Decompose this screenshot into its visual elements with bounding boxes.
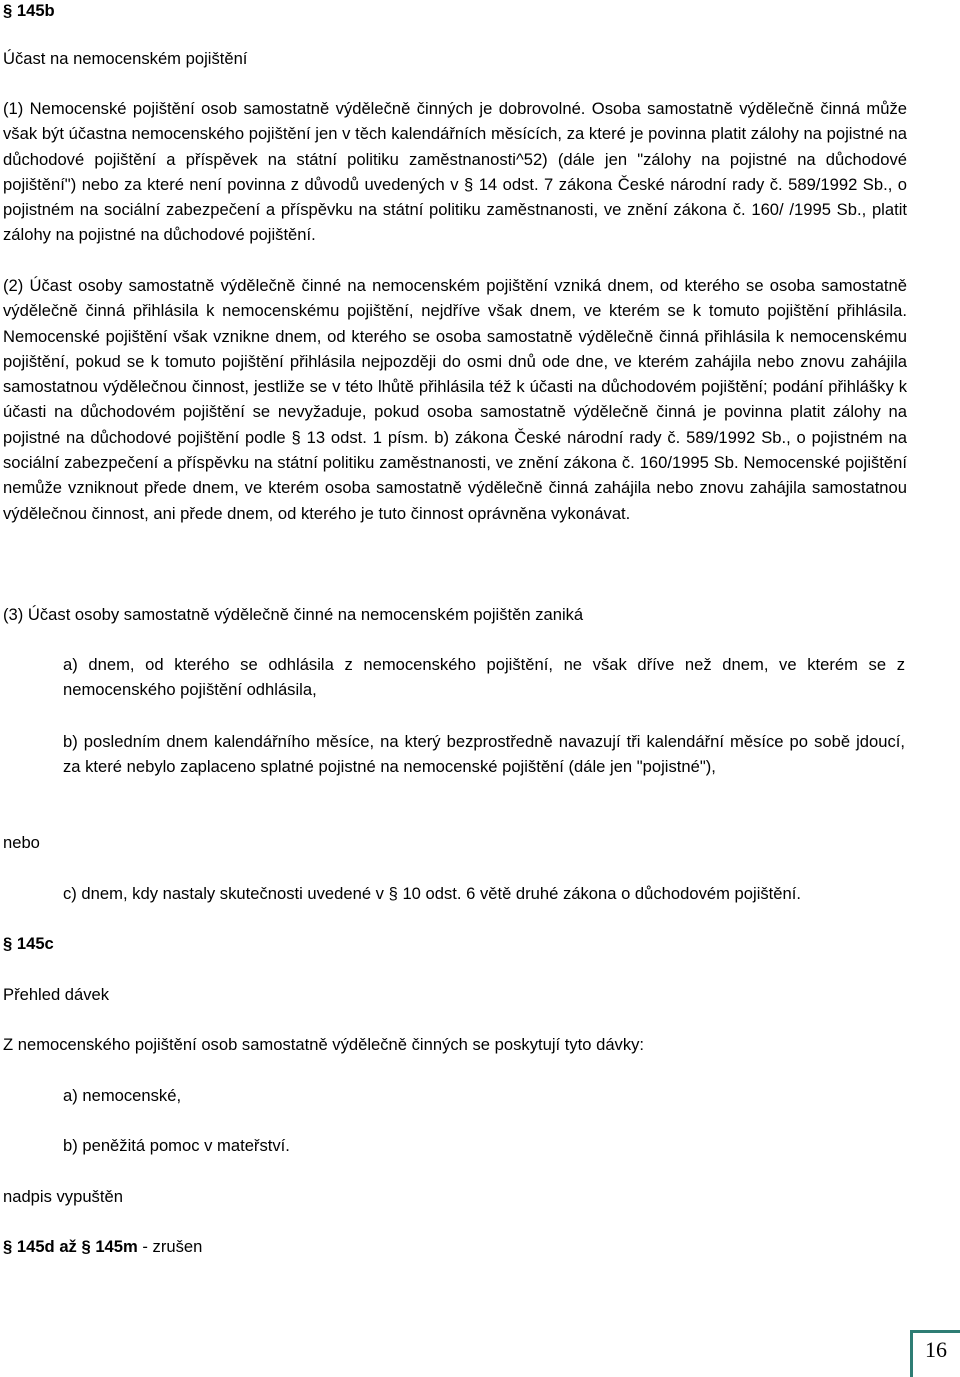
list-item-c-text: c) dnem, kdy nastaly skutečnosti uvedené v	[63, 884, 389, 903]
paragraph-2-text-cont: 13 odst. 1 písm. b) zákona České národní rady č. 589/1992 Sb., o pojistném na sociální zabezpečení a příspěvku na státní politiku zaměstnanosti, ve znění zákona č. 160/1995 Sb. Nemocenské pojištění nemůže vzniknout přede dnem, ve kterém osoba samostatně výdělečně činná zahájila nebo znovu zahájila samostatnou výdělečnou činnost, ani přede dnem, od kterého je tuto činnost oprávněna vykonávat.	[3, 427, 907, 523]
paragraph-1-text: (1) Nemocenské pojištění osob samostatně výdělečně činných je dobrovolné. Osoba samostatně výdělečně činná může však být účastna nemocenského pojištění jen v těch kalendářních měsících, za které je povinna platit zálohy na pojistné na důchodové pojištění a příspěvek na státní politiku zaměstnanosti^52) (dále jen "zálohy na pojistné na důchodové pojištění") nebo za které není povinna z důvodů uvedených v	[3, 99, 907, 194]
section-145c-title: Přehled dávek	[3, 985, 110, 1004]
section-sign: §	[463, 174, 474, 194]
paragraph-3: (3) Účast osoby samostatně výdělečně činné na nemocenském pojištěn zaniká	[3, 605, 584, 624]
list-item-a: a) dnem, od kterého se odhlásila z nemocenského pojištění, ne však dříve než dnem, ve kterém se z nemocenského pojištění odhlásila,	[63, 655, 905, 700]
conjunction-nebo: nebo	[3, 833, 40, 852]
repeal-status: - zrušen	[137, 1237, 203, 1256]
page-number: 16	[925, 1337, 947, 1362]
section-145d-145m-heading	[3, 1234, 907, 1259]
section-sign: §	[3, 934, 13, 953]
paragraph-2-text: (2) Účast osoby samostatně výdělečně činné na nemocenském pojištění vzniká dnem, od kterého se osoba samostatně výdělečně činná přihlásila k nemocenskému pojištění, nejdříve však dnem, ve kterém se k tomuto pojištění přihlásila. Nemocenské pojištění však vznikne dnem, od kterého se osoba samostatně výdělečně činná přihlásila k nemocenskému pojištění, pokud se k tomuto pojištění přihlásila nejpozději do osmi dnů ode dne, ve kterém zahájila nebo znovu zahájila samostatnou výdělečnou činnost, jestliže se v této lhůtě přihlásila též k účasti na důchodovém pojištění; podání přihlášky k účasti na důchodovém pojištění se nevyžaduje, pokud osoba samostatně výdělečně činná je povinna platit zálohy na pojistné na důchodové pojištění podle	[3, 276, 907, 447]
section-sign: §	[388, 884, 398, 903]
paragraph-1-text-cont: 14 odst. 7 zákona České národní rady č. 589/1992 Sb., o pojistném na sociální zabezpečení a příspěvku na státní politiku zaměstnanosti, ve znění zákona č. 160/ /1995 Sb., platit zálohy na pojistné na důchodové pojištění.	[3, 174, 908, 245]
section-145b-heading	[3, 0, 907, 23]
section-from: 145d	[16, 1237, 55, 1256]
section-sign: §	[3, 1237, 13, 1256]
section-sign: §	[3, 1, 13, 20]
section-145b-title: Účast na nemocenském pojištění	[3, 49, 248, 68]
benefit-item-a: a) nemocenské,	[63, 1086, 182, 1105]
section-sign: §	[291, 427, 301, 447]
list-item-c	[63, 881, 905, 906]
section-sign: §	[81, 1237, 91, 1256]
section-145c-intro: Z nemocenského pojištění osob samostatně výdělečně činných se poskytují tyto dávky:	[3, 1035, 645, 1054]
section-number: 145b	[16, 1, 55, 20]
section-to: 145m	[95, 1237, 138, 1256]
list-item-c-text-cont: 10 odst. 6 větě druhé zákona o důchodovém pojištění.	[402, 884, 801, 903]
benefit-item-b: b) peněžitá pomoc v mateřství.	[63, 1136, 290, 1155]
section-number: 145c	[16, 934, 54, 953]
paragraph-1	[3, 96, 907, 248]
list-item-b: b) posledním dnem kalendářního měsíce, na který bezprostředně navazují tři kalendářní měsíce po sobě jdoucí, za které nebylo zaplaceno splatné pojistné na nemocenské pojištění (dále jen "pojistné"),	[63, 732, 905, 777]
heading-removed-note: nadpis vypuštěn	[3, 1187, 123, 1206]
section-145c-heading	[3, 931, 907, 956]
section-to-word: až	[59, 1237, 77, 1256]
paragraph-2	[3, 273, 907, 526]
